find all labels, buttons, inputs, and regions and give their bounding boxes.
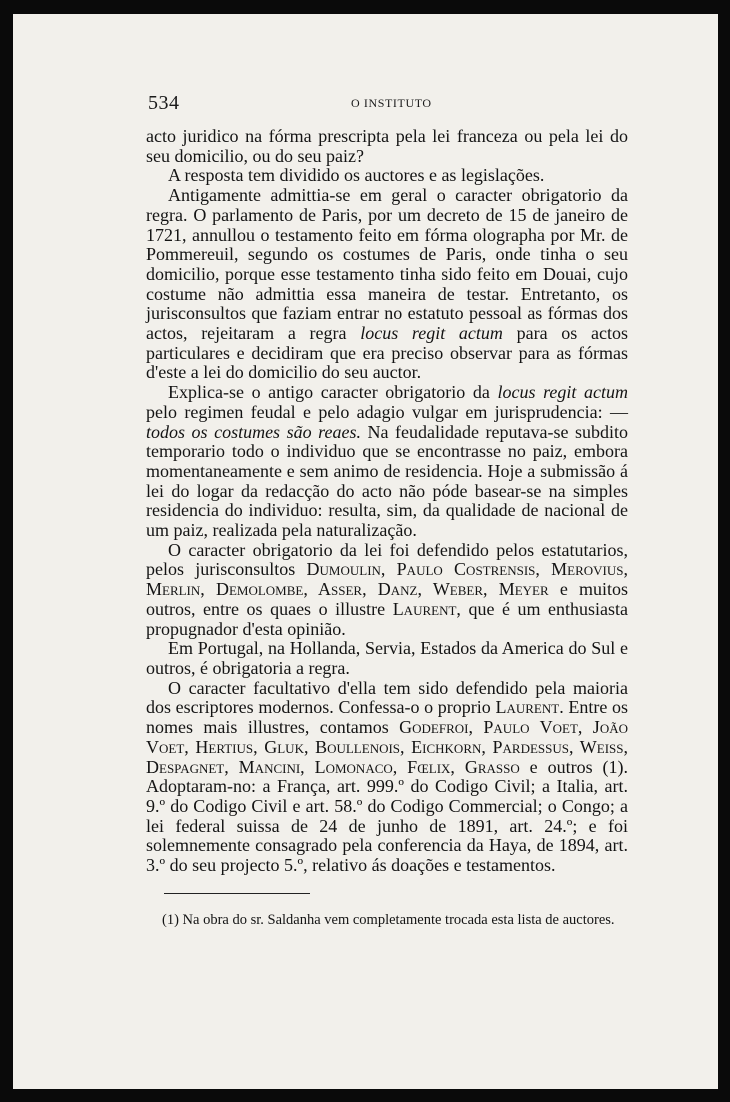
latin-phrase: locus regit actum [360,323,503,344]
adage: todos os costumes são reaes. [146,421,361,442]
author-names: Dumoulin, Paulo Costrensis, Merovius, Merlin, Demolombe, Asser, Danz, Weber, Meyer [146,559,629,600]
page-body [146,127,628,876]
running-head: O INSTITUTO [351,96,432,110]
paragraph: O caracter facultativo d'ella tem sido defendido pela maioria dos escriptores modernos. Confessa-o o proprio Laurent. Entre os nomes mais illustres, contamos Godefroi, Paulo Voet, João Voet, Hertius, Gluk, Boullenois, Eichkorn, Pardessus, Weiss, Despagnet, Mancini, Lomonaco, Fœlix, Grasso e outros (1). Adoptaram-no: a França, art. 999.º do Codigo Civil; a Italia, art. 9.º do Codigo Civil e art. 58.º do Codigo Commercial; o Congo; a lei federal suissa de 24 de junho de 1891, art. 24.º; e foi solemnemente consagrado pela conferencia da Haya, de 1894, art. 3.º do seu projecto 5.º, relativo ás doações e testamentos. [146,677,629,876]
latin-phrase: locus regit actum [497,382,628,403]
paragraph: Explica-se o antigo caracter obrigatorio da locus regit actum pelo regimen feudal e pelo adagio vulgar em jurisprudencia: — todos os costumes são reaes. Na feudalidade reputava-se subdito temporario todo o individuo que se encontrasse no paiz, embora momentaneamente e sem animo de residencia. Hoje a submissão á lei do logar da redacção do acto não póde basear-se na simples residencia do individuo: resulta, sim, da qualidade de nacional de um paiz, realizada pela naturalização. [146,382,629,541]
paragraph: Em Portugal, na Hollanda, Servia, Estados da America do Sul e outros, é obrigatoria a regra. [146,638,628,678]
author-names: Godefroi, Paulo Voet, João Voet, Hertius, Gluk, Boullenois, Eichkorn, Pardessus, Weiss, Despagnet, Mancini, Lomonaco, Fœlix, Grasso [146,717,628,777]
paragraph: O caracter obrigatorio da lei foi defendido pelos estatutarios, pelos jurisconsultos Dumoulin, Paulo Costrensis, Merovius, Merlin, Demolombe, Asser, Danz, Weber, Meyer e muitos outros, entre os quaes o illustre Laurent, que é um enthusiasta propugnador d'esta opinião. [146,539,629,639]
footnote-rule [164,893,310,894]
page-header [148,92,578,112]
author-name: Laurent [392,598,457,619]
page-number: 534 [148,92,180,114]
author-name: Laurent [495,697,560,718]
footnote: (1) Na obra do sr. Saldanha vem completamente trocada esta lista de auctores. [162,912,615,928]
paragraph-continuation: acto juridico na fórma prescripta pela lei franceza ou pela lei do seu domicilio, ou do seu paiz? [146,126,628,166]
paragraph: A resposta tem dividido os auctores e as legislações. [168,165,545,186]
paragraph: Antigamente admittia-se em geral o caracter obrigatorio da regra. O parlamento de Paris, por um decreto de 15 de janeiro de 1721, annullou o testamento feito em fórma olographa por Mr. de Pommereuil, segundo os costumes de Paris, onde tinha o seu domicilio, porque esse testamento tinha sido feito em Douai, cujo costume não admittia essa maneira de testar. Entretanto, os jurisconsultos que faziam entrar no estatuto pessoal as fórmas dos actos, rejeitaram a regra locus regit actum para os actos particulares e decidiram que era preciso observar para as fórmas d'este a lei do domicilio do seu auctor. [146,185,628,383]
